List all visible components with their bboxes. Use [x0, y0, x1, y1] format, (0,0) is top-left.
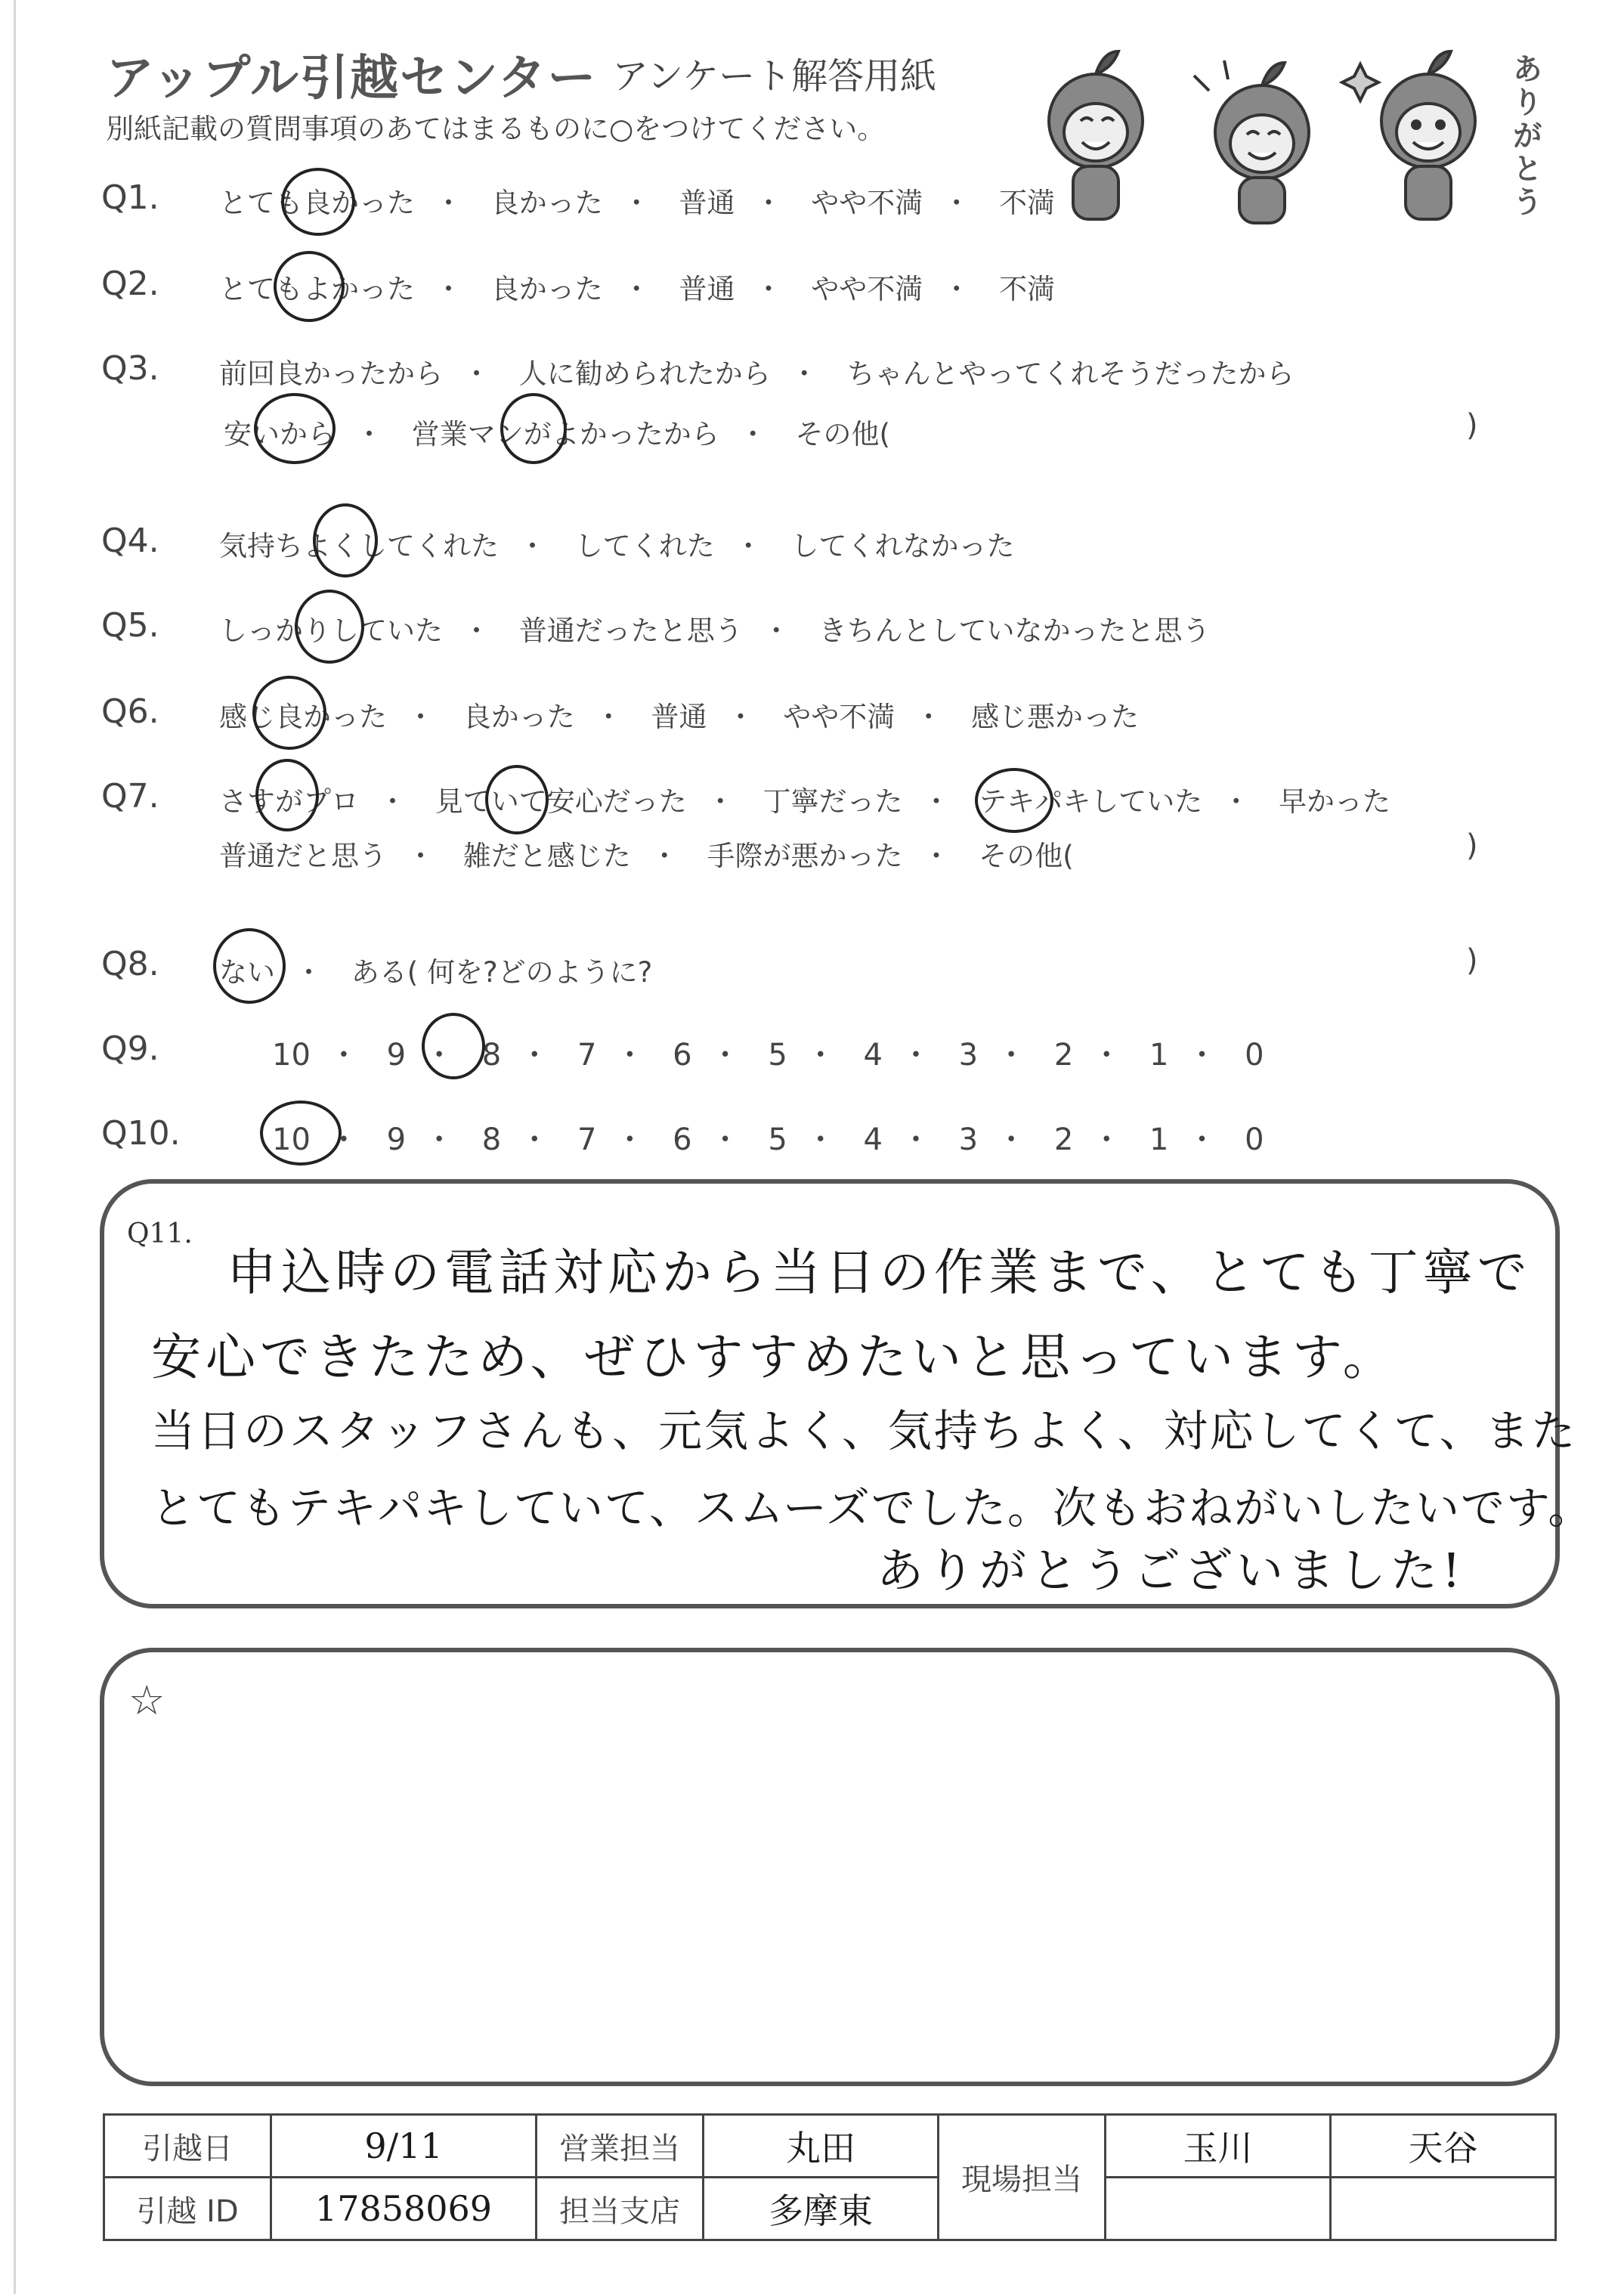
q10-score-3[interactable]: 3 [958, 1122, 979, 1157]
form-subtitle: アンケート解答用紙 [612, 55, 937, 98]
q5-option-1[interactable]: しっかりしていた [219, 615, 443, 647]
q9-score-10[interactable]: 10 [272, 1038, 311, 1073]
monkey-mascot-3 [1342, 51, 1475, 219]
q4-option-2[interactable]: してくれた [574, 530, 715, 562]
q9-score-6[interactable]: 6 [673, 1038, 692, 1073]
mascot-thank-you-text: ありがとう [1508, 53, 1542, 219]
q8-option-1[interactable]: ない [219, 956, 275, 989]
q8-label: Q8. [101, 945, 159, 983]
sales-staff-label: 営業担当 [537, 2115, 704, 2178]
q1-label: Q1. [101, 178, 159, 217]
q11-comment-line-4: とてもテキパキしていて、スムーズでした。次もおねがいしたいです。 [151, 1482, 1594, 1534]
q2-options: とてもよかった ・ 良かった ・ 普通 ・ やや不満 ・ 不満 [219, 273, 1056, 305]
q9-score-3[interactable]: 3 [958, 1038, 979, 1073]
q1-option-2[interactable]: 良かった [490, 187, 603, 219]
move-date-value[interactable]: 9/11 [271, 2115, 537, 2178]
q5-option-3[interactable]: きちんとしていなかったと思う [818, 615, 1211, 647]
q6-option-1[interactable]: 感じ良かった [219, 701, 387, 733]
q4-option-3[interactable]: してくれなかった [790, 530, 1015, 562]
q5-options: しっかりしていた ・ 普通だったと思う ・ きちんとしていなかったと思う [219, 615, 1211, 647]
move-id-label: 引越 ID [104, 2178, 271, 2240]
q9-score-8[interactable]: 8 [481, 1038, 502, 1073]
q4-options: 気持ちよくしてくれた ・ してくれた ・ してくれなかった [219, 530, 1015, 562]
q9-score-9[interactable]: 9 [386, 1038, 407, 1073]
q9-answer-circle [422, 1013, 485, 1079]
instruction-text: 別紙記載の質問事項のあてはまるものに○をつけてください。 [106, 113, 886, 145]
q3-answer-circle-2 [500, 393, 567, 464]
q8-answer-circle [213, 928, 286, 1004]
q10-score-2[interactable]: 2 [1053, 1122, 1074, 1157]
q5-option-2[interactable]: 普通だったと思う [518, 615, 743, 647]
q2-option-1[interactable]: とてもよかった [219, 273, 415, 305]
q3-close-paren: ) [1466, 408, 1478, 443]
q4-label: Q4. [101, 522, 159, 560]
q10-score-7[interactable]: 7 [577, 1122, 597, 1157]
site-staff-label: 現場担当 [939, 2115, 1106, 2240]
q6-option-4[interactable]: やや不満 [783, 701, 896, 733]
q7-option-1[interactable]: さすがプロ [219, 785, 359, 818]
q11-comment-line-3: 当日のスタッフさんも、元気よく、気持ちよく、対応してくて、また [151, 1405, 1578, 1457]
q2-option-3[interactable]: 普通 [679, 273, 735, 305]
q7-option-6[interactable]: 普通だと思う [219, 840, 387, 872]
q3-answer-circle-1 [254, 393, 336, 464]
branch-label: 担当支店 [537, 2178, 704, 2240]
q2-option-5[interactable]: 不満 [999, 273, 1056, 305]
q7-answer-circle-1 [255, 759, 319, 831]
company-title: アップル引越センター [106, 51, 598, 107]
q11-label: Q11. [127, 1218, 193, 1249]
q10-label: Q10. [101, 1114, 181, 1153]
q3-option-3[interactable]: ちゃんとやってくれそうだったから [846, 358, 1295, 390]
site-staff-2-value[interactable]: 天谷 [1331, 2115, 1556, 2178]
q5-label: Q5. [101, 606, 159, 645]
q10-score-6[interactable]: 6 [673, 1122, 692, 1157]
site-staff-1-value[interactable]: 玉川 [1106, 2115, 1331, 2178]
q7-close-paren: ) [1466, 828, 1478, 863]
q7-options-line2: 普通だと思う ・ 雑だと感じた ・ 手際が悪かった ・ その他( [219, 840, 1074, 872]
q10-score-4[interactable]: 4 [863, 1122, 883, 1157]
q7-option-4[interactable]: テキパキしていた [979, 785, 1203, 818]
q6-option-5[interactable]: 感じ悪かった [971, 701, 1140, 733]
q3-option-other[interactable]: その他( [795, 418, 890, 450]
q9-score-0[interactable]: 0 [1245, 1038, 1264, 1073]
q4-option-1[interactable]: 気持ちよくしてくれた [219, 530, 499, 562]
q1-options: とても良かった ・ 良かった ・ 普通 ・ やや不満 ・ 不満 [219, 187, 1056, 219]
q1-option-1[interactable]: とても良かった [219, 187, 415, 219]
site-staff-4-empty[interactable] [1331, 2178, 1556, 2240]
q7-label: Q7. [101, 777, 159, 816]
q9-score-1[interactable]: 1 [1149, 1038, 1169, 1073]
q7-option-3[interactable]: 丁寧だった [763, 785, 903, 818]
q11-comment-line-2: 安心できたため、ぜひすすめたいと思っています。 [151, 1328, 1397, 1386]
q2-answer-circle [274, 251, 345, 322]
q6-answer-circle [252, 676, 326, 750]
q7-option-7[interactable]: 雑だと感じた [462, 840, 631, 872]
move-date-label: 引越日 [104, 2115, 271, 2178]
q10-scale: 10 ・ 9 ・ 8 ・ 7 ・ 6 ・ 5 ・ 4 ・ 3 ・ 2 ・ 1 ・ 0 [272, 1122, 1264, 1157]
q7-answer-circle-2 [485, 765, 549, 834]
q10-score-5[interactable]: 5 [768, 1122, 787, 1157]
q3-label: Q3. [101, 349, 159, 388]
move-id-value[interactable]: 17858069 [271, 2178, 537, 2240]
monkey-mascot-1 [1049, 51, 1143, 219]
q9-scale: 10 ・ 9 ・ 8 ・ 7 ・ 6 ・ 5 ・ 4 ・ 3 ・ 2 ・ 1 ・ 0 [272, 1038, 1264, 1073]
q4-answer-circle [313, 503, 378, 577]
q7-option-2[interactable]: 見ていて安心だった [435, 785, 687, 818]
q1-answer-circle [281, 168, 355, 236]
q9-score-4[interactable]: 4 [863, 1038, 883, 1073]
q3-options-line2: 安いから ・ 営業マンがよかったから ・ その他( [224, 418, 890, 450]
q3-option-1[interactable]: 前回良かったから [219, 358, 443, 390]
q2-option-4[interactable]: やや不満 [811, 273, 923, 305]
q10-score-1[interactable]: 1 [1149, 1122, 1169, 1157]
q11-comment-line-1: 申込時の電話対応から当日の作業まで、とても丁寧で [227, 1243, 1532, 1302]
q8-options: ない ・ ある( 何を?どのように? [219, 956, 653, 989]
q5-answer-circle [295, 590, 364, 664]
q7-answer-circle-3 [975, 768, 1053, 833]
q8-option-2[interactable]: ある( 何を?どのように? [351, 956, 653, 989]
star-icon: ☆ [128, 1676, 165, 1724]
q6-label: Q6. [101, 692, 159, 731]
q9-score-5[interactable]: 5 [768, 1038, 787, 1073]
q6-option-3[interactable]: 普通 [651, 701, 707, 733]
q7-option-other[interactable]: その他( [979, 840, 1074, 872]
q10-score-0[interactable]: 0 [1245, 1122, 1264, 1157]
q10-score-10[interactable]: 10 [272, 1122, 311, 1157]
q6-option-2[interactable]: 良かった [462, 701, 575, 733]
branch-value[interactable]: 多摩東 [704, 2178, 939, 2240]
q1-option-4[interactable]: やや不満 [811, 187, 923, 219]
sales-staff-value[interactable]: 丸田 [704, 2115, 939, 2178]
q3-option-5[interactable]: 営業マンがよかったから [411, 418, 719, 450]
q2-option-2[interactable]: 良かった [490, 273, 603, 305]
move-info-table [103, 2113, 1557, 2241]
scan-edge-line [14, 0, 16, 2294]
monkey-mascots-illustration [1028, 30, 1527, 242]
q1-option-5[interactable]: 不満 [999, 187, 1056, 219]
q7-options-line1: さすがプロ ・ 見ていて安心だった ・ 丁寧だった ・ テキパキしていた ・ 早かった [219, 785, 1391, 818]
q1-option-3[interactable]: 普通 [679, 187, 735, 219]
monkey-mascot-2 [1194, 60, 1309, 223]
q3-option-2[interactable]: 人に勧められたから [518, 358, 771, 390]
q9-score-7[interactable]: 7 [577, 1038, 597, 1073]
q7-option-5[interactable]: 早かった [1279, 785, 1391, 818]
site-staff-3-empty[interactable] [1106, 2178, 1331, 2240]
q2-label: Q2. [101, 265, 159, 303]
q3-option-4[interactable]: 安いから [224, 418, 336, 450]
q9-label: Q9. [101, 1029, 159, 1068]
q8-close-paren: ) [1466, 943, 1478, 978]
q6-options: 感じ良かった ・ 良かった ・ 普通 ・ やや不満 ・ 感じ悪かった [219, 701, 1140, 733]
q7-option-8[interactable]: 手際が悪かった [707, 840, 903, 872]
q11-comment-line-5: ありがとうございました! [877, 1543, 1465, 1598]
q3-options-line1: 前回良かったから ・ 人に勧められたから ・ ちゃんとやってくれそうだったから [219, 358, 1295, 390]
q10-score-9[interactable]: 9 [386, 1122, 407, 1157]
star-comment-box[interactable] [100, 1648, 1560, 2086]
q10-answer-circle [260, 1101, 342, 1166]
q9-score-2[interactable]: 2 [1053, 1038, 1074, 1073]
q10-score-8[interactable]: 8 [481, 1122, 502, 1157]
